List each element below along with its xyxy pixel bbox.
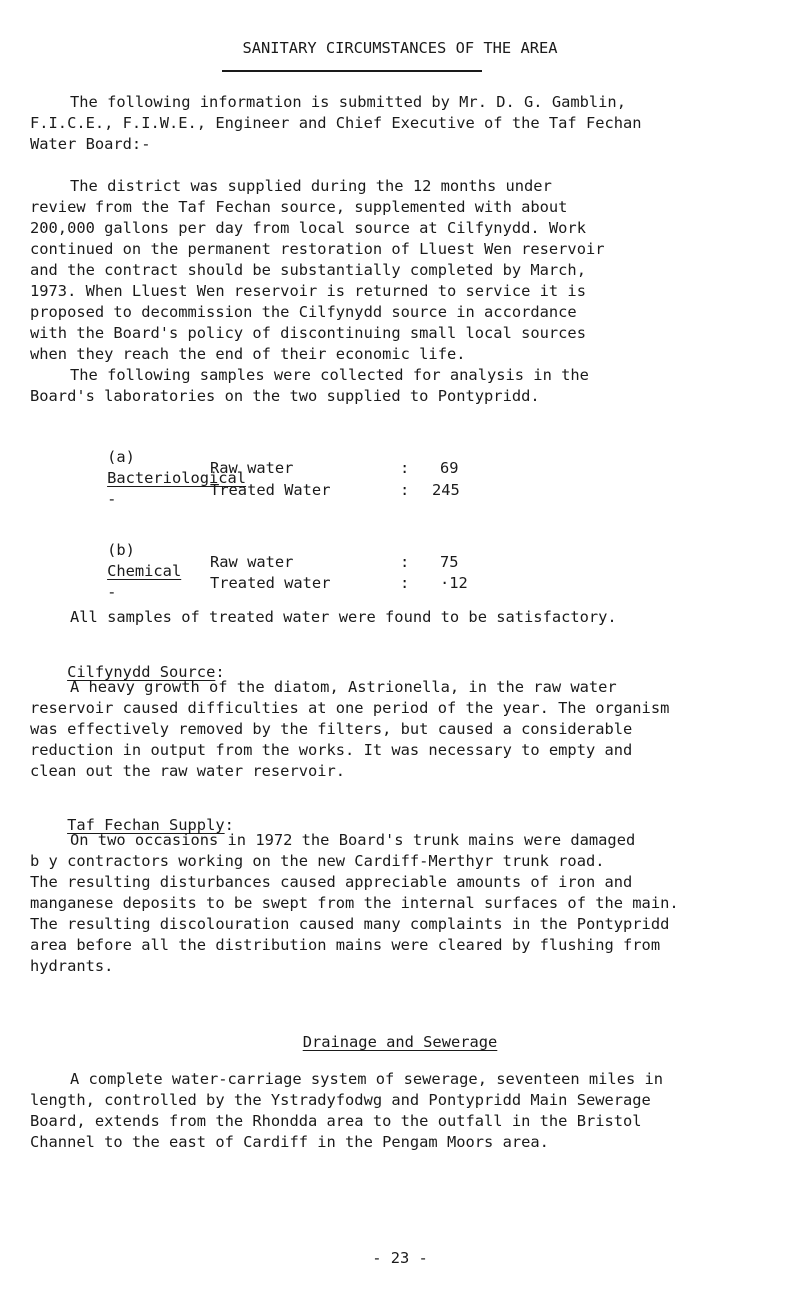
- title-underline: [222, 70, 482, 72]
- intro-paragraph: [30, 92, 775, 155]
- text-line: continued on the permanent restoration of Lluest Wen reservoir: [30, 240, 605, 258]
- samples-paragraph: [30, 365, 775, 407]
- text-line: b y contractors working on the new Cardiff-Merthyr trunk road.: [30, 852, 605, 870]
- text-line: when they reach the end of their economic life.: [30, 345, 466, 363]
- text-line: area before all the distribution mains were cleared by flushing from: [30, 936, 661, 954]
- text-line: Channel to the east of Cardiff in the Pengam Moors area.: [30, 1133, 549, 1151]
- text-line: On two occasions in 1972 the Board's trunk mains were damaged: [70, 831, 636, 849]
- text-line: The district was supplied during the 12 months under: [70, 177, 552, 195]
- text-line: with the Board's policy of discontinuing small local sources: [30, 324, 586, 342]
- sample-separator: :: [400, 553, 410, 571]
- text-line: reduction in output from the works. It was necessary to empty and: [30, 741, 633, 759]
- text-line: A complete water-carriage system of sewerage, seventeen miles in: [70, 1070, 664, 1088]
- text-line: proposed to decommission the Cilfynydd source in accordance: [30, 303, 577, 321]
- section-prefix: (a): [107, 448, 135, 466]
- text-line: A heavy growth of the diatom, Astrionella, in the raw water: [70, 678, 617, 696]
- section-heading: Drainage and Sewerage: [302, 1033, 498, 1051]
- text-line: 1973. When Lluest Wen reservoir is returned to service it is: [30, 282, 586, 300]
- text-line: F.I.C.E., F.I.W.E., Engineer and Chief Executive of the Taf Fechan: [30, 114, 642, 132]
- sample-label: Treated Water: [210, 481, 331, 499]
- section-heading: Taf Fechan Supply: [67, 816, 225, 834]
- text-line: clean out the raw water reservoir.: [30, 762, 346, 780]
- text-line: manganese deposits to be swept from the internal surfaces of the main.: [30, 894, 679, 912]
- text-line: Board's laboratories on the two supplied to Pontypridd.: [30, 387, 540, 405]
- text-line: The following information is submitted by Mr. D. G. Gamblin,: [70, 93, 626, 111]
- text-line: and the contract should be substantially completed by March,: [30, 261, 586, 279]
- sample-label: Treated water: [210, 574, 331, 592]
- sample-value: 75: [440, 553, 459, 571]
- sample-separator: :: [400, 481, 410, 499]
- sample-label: Raw water: [210, 553, 294, 571]
- text-line: 200,000 gallons per day from local source at Cilfynydd. Work: [30, 219, 586, 237]
- text-line: length, controlled by the Ystradyfodwg and Pontypridd Main Sewerage: [30, 1091, 651, 1109]
- heading-colon: :: [215, 663, 225, 681]
- sample-label: Raw water: [210, 459, 294, 477]
- district-paragraph: [30, 176, 775, 365]
- text-line: The resulting disturbances caused appreciable amounts of iron and: [30, 873, 633, 891]
- drainage-heading: [0, 1032, 800, 1053]
- heading-colon: :: [224, 816, 234, 834]
- section-heading: Cilfynydd Source: [67, 663, 216, 681]
- section-heading: Bacteriological: [107, 469, 247, 487]
- section-dash: -: [107, 490, 117, 508]
- taf-fechan-paragraph: [30, 830, 775, 977]
- text-line: reservoir caused difficulties at one period of the year. The organism: [30, 699, 670, 717]
- sample-value: 69: [440, 459, 459, 477]
- sample-separator: :: [400, 459, 410, 477]
- sample-separator: :: [400, 574, 410, 592]
- text-line: Board, extends from the Rhondda area to the outfall in the Bristol: [30, 1112, 642, 1130]
- text-line: The resulting discolouration caused many complaints in the Pontypridd: [30, 915, 670, 933]
- sample-value: ·12: [440, 574, 468, 592]
- section-heading: Chemical: [107, 562, 182, 580]
- drainage-paragraph: [30, 1069, 775, 1153]
- satisfactory-statement: All samples of treated water were found to be satisfactory.: [70, 608, 617, 626]
- text-line: The following samples were collected for analysis in the: [70, 366, 589, 384]
- cilfynydd-paragraph: [30, 677, 775, 782]
- page-number: - 23 -: [372, 1249, 428, 1267]
- section-dash: -: [107, 583, 117, 601]
- section-prefix: (b): [107, 541, 135, 559]
- text-line: review from the Taf Fechan source, supplemented with about: [30, 198, 568, 216]
- page-title: SANITARY CIRCUMSTANCES OF THE AREA: [242, 39, 558, 57]
- text-line: Water Board:-: [30, 135, 151, 153]
- text-line: hydrants.: [30, 957, 114, 975]
- text-line: was effectively removed by the filters, but caused a considerable: [30, 720, 633, 738]
- sample-value: 245: [432, 481, 460, 499]
